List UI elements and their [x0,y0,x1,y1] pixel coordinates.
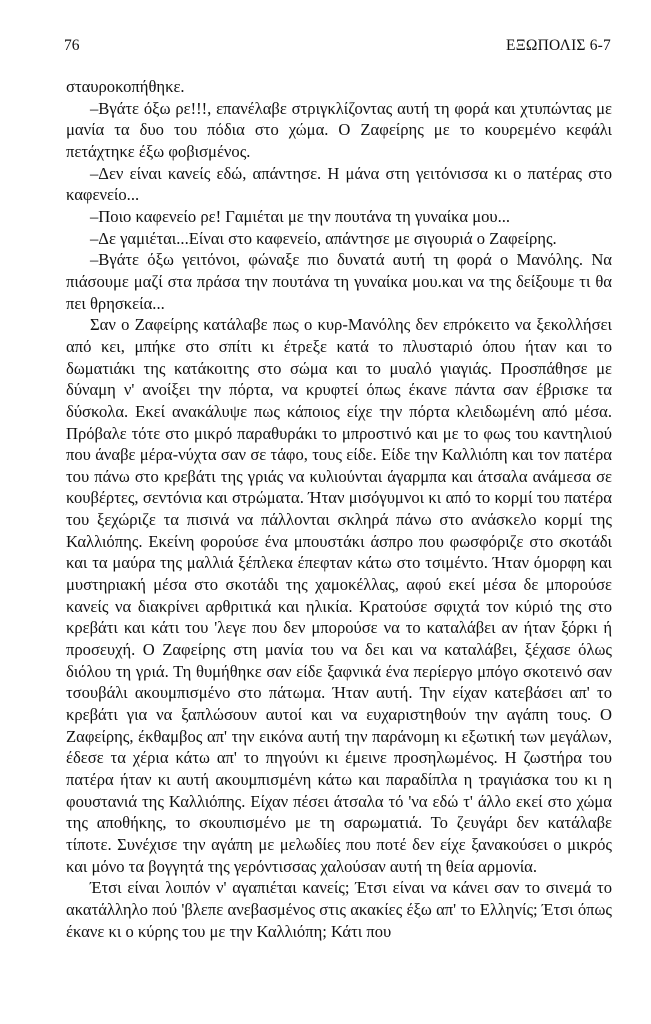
page-header [64,37,611,59]
dialogue-line: –Δεν είναι κανείς εδώ, απάντησε. Η μάνα στη γειτόνισσα κι ο πατέρας στο καφενείο... [66,163,612,205]
body-text [66,76,612,942]
dialogue-line: –Δε γαμιέται...Είναι στο καφενείο, απάντησε με σιγουριά ο Ζαφείρης. [90,228,557,248]
dialogue-line: –Βγάτε όξω ρε!!!, επανέλαβε στριγκλίζοντας αυτή τη φορά και χτυπώντας με μανία τα δυο του πόδια στο χώμα. Ο Ζαφείρης με το κουρεμένο κεφάλι πετάχτηκε έξω φοβισμένος. [66,98,612,161]
narrative-paragraph: Σαν ο Ζαφείρης κατάλαβε πως ο κυρ-Μανόλης δεν επρόκειτο να ξεκολλήσει από κει, μπήκε στο σπίτι κι έτρεξε κατά το πλυσταριό όπου ήταν και το δωματιάκι της κατάκοιτης στο σώμα και το μυαλό γιαγιάς. Προσπάθησε με δύναμη ν' ανοίξει την πόρτα, να κρυφτεί όπως έκανε πάντα σαν έβρισκε τα δύσκολα. Εκεί ανακάλυψε πως κάποιος είχε την πόρτα κλειδωμένη από μέσα. Πρόβαλε τότε στο μικρό παραθυράκι το μπροστινό και με το φως του καντηλιού που άναβε μέρα-νύχτα σαν σε τάφο, τους είδε. Είδε την Καλλιόπη και τον πατέρα του πάνω στο κρεβάτι της γριάς να κυλιούνται άγαρμπα και άτσαλα ανάμεσα σε κουβέρτες, σεντόνια και στρώματα. Ήταν μισόγυμνοι κι από το κορμί του πατέρα του ξεχώριζε τα πισινά να πάλλονται σκληρά πάνω στο ανάσκελο κορμί της Καλλιόπης. Εκείνη φορούσε ένα μπουστάκι άσπρο που φωσφόριζε στο σκοτάδι και τα μαύρα της μαλλιά ξέπλεκα έπεφταν κάτω στο τσιμέντο. Ήταν όμορφη και μυστηριακή μέσα στο σκοτάδι της χαμοκέλλας, αφού εκεί μέσα δε μπορούσε κανείς να διακρίνει αρθριτικά και ηλικία. Κρατούσε σφιχτά τον κύριό της στο κρεβάτι και κάτι του 'λεγε που δεν μπορούσε να το καταλάβει αν ήταν ξόρκι ή προσευχή. Ο Ζαφείρης στη μανία του να δει και να καταλάβει, ξέχασε όλως διόλου τη γριά. Τη θυμήθηκε σαν είδε ξαφνικά ένα περίεργο μπόγο σκοτεινό σαν τσουβάλι ακουμπισμένο στο πάτωμα. Ήταν αυτή. Την είχαν κατεβάσει απ' το κρεβάτι για να ξαπλώσουν αυτοί και να ευχαριστηθούν την αγάπη τους. Ο Ζαφείρης, έκθαμβος απ' την εικόνα αυτή την παράνομη κι εξωτική των μεγάλων, έδεσε τα χέρια κάτω απ' το πηγούνι κι έμεινε προσηλωμένος. Η ζωστήρα του πατέρα ήταν κι αυτή ακουμπισμένη κάτω και παραδίπλα η τραγιάσκα του κι η φουστανιά της Καλλιόπης. Είχαν πέσει άτσαλα τό 'να εδώ τ' άλλο εκεί στο χώμα της αποθήκης, το σκουπισμένο με τη σαρωματιά. Το ζευγάρι δεν κατάλαβε τίποτε. Συνέχισε την αγάπη με μελωδίες που ποτέ δεν είχε ξανακούσει ο μικρός και μόνο τα βογγητά της γερόντισσας χαλούσαν αυτή τη θεία αρμονία. [66,315,612,876]
paragraph-continuation: σταυροκοπήθηκε. [66,77,185,96]
running-head: ΕΞΩΠΟΛΙΣ 6-7 [506,37,611,54]
dialogue-line: –Βγάτε όξω γειτόνοι, φώναξε πιο δυνατά αυτή τη φορά ο Μανόλης. Να πιάσουμε μαζί στα πράσα την πουτάνα τη γυναίκα μου.και να της δείξουμε τι θα πει θρησκεία... [66,250,612,313]
narrative-paragraph: Έτσι είναι λοιπόν ν' αγαπιέται κανείς; Έτσι είναι να κάνει σαν το σινεμά το ακατάλληλο πού 'βλεπε ανεβασμένος στις ακακίες έξω απ' το Ελληνίς; Έτσι όπως έκανε κι ο κύρης του με την Καλλιόπη; Κάτι που [66,878,612,941]
page-number: 76 [64,37,80,54]
dialogue-line: –Ποιο καφενείο ρε! Γαμιέται με την πουτάνα τη γυναίκα μου... [90,206,511,226]
